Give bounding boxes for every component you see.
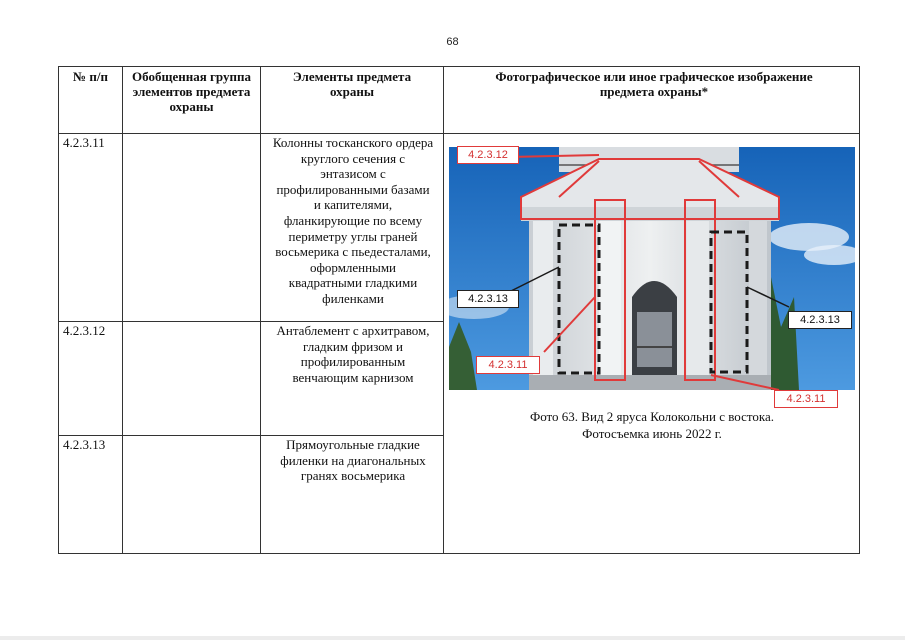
row-num: 4.2.3.11 xyxy=(63,135,105,150)
row-elements: Прямоугольные гладкие филенки на диагональных гранях восьмерика xyxy=(280,437,426,484)
page-number: 68 xyxy=(446,36,459,48)
photo-caption xyxy=(449,408,855,442)
row-num: 4.2.3.13 xyxy=(63,437,106,452)
scan-edge xyxy=(0,636,905,640)
row-divider xyxy=(59,133,859,134)
header-elements: Элементы предмета охраны xyxy=(292,69,412,99)
bell-tower-photo xyxy=(449,147,855,390)
caption-line-2: Фотосъемка июнь 2022 г. xyxy=(582,426,722,441)
row-divider xyxy=(59,435,443,436)
row-elements: Антаблемент с архитравом, гладким фризом и профилированным венчающим карнизом xyxy=(276,323,430,385)
row-divider xyxy=(59,321,443,322)
header-group: Обобщенная группа элементов предмета охраны xyxy=(132,69,251,114)
header-image: Фотографическое или иное графическое изображение предмета охраны* xyxy=(495,69,813,99)
header-num: № п/п xyxy=(73,69,108,84)
callout-label-11-right: 4.2.3.11 xyxy=(774,390,838,408)
column-divider xyxy=(260,67,261,553)
callout-label-13-left: 4.2.3.13 xyxy=(457,290,519,308)
row-elements: Колонны тосканского ордера круглого сечения с энтазисом с профилированными базами и капителями, фланкирующие по всему периметру углы граней восьмерика с пьедесталами, оформленными квадратными гладкими филенками xyxy=(272,135,434,306)
row-num: 4.2.3.12 xyxy=(63,323,106,338)
column-divider xyxy=(122,67,123,553)
callout-label-13-right: 4.2.3.13 xyxy=(788,311,852,329)
callout-label-12: 4.2.3.12 xyxy=(457,146,519,164)
callout-label-11-left: 4.2.3.11 xyxy=(476,356,540,374)
caption-line-1: Фото 63. Вид 2 яруса Колокольни с востока. xyxy=(529,409,775,424)
column-divider xyxy=(443,67,444,553)
